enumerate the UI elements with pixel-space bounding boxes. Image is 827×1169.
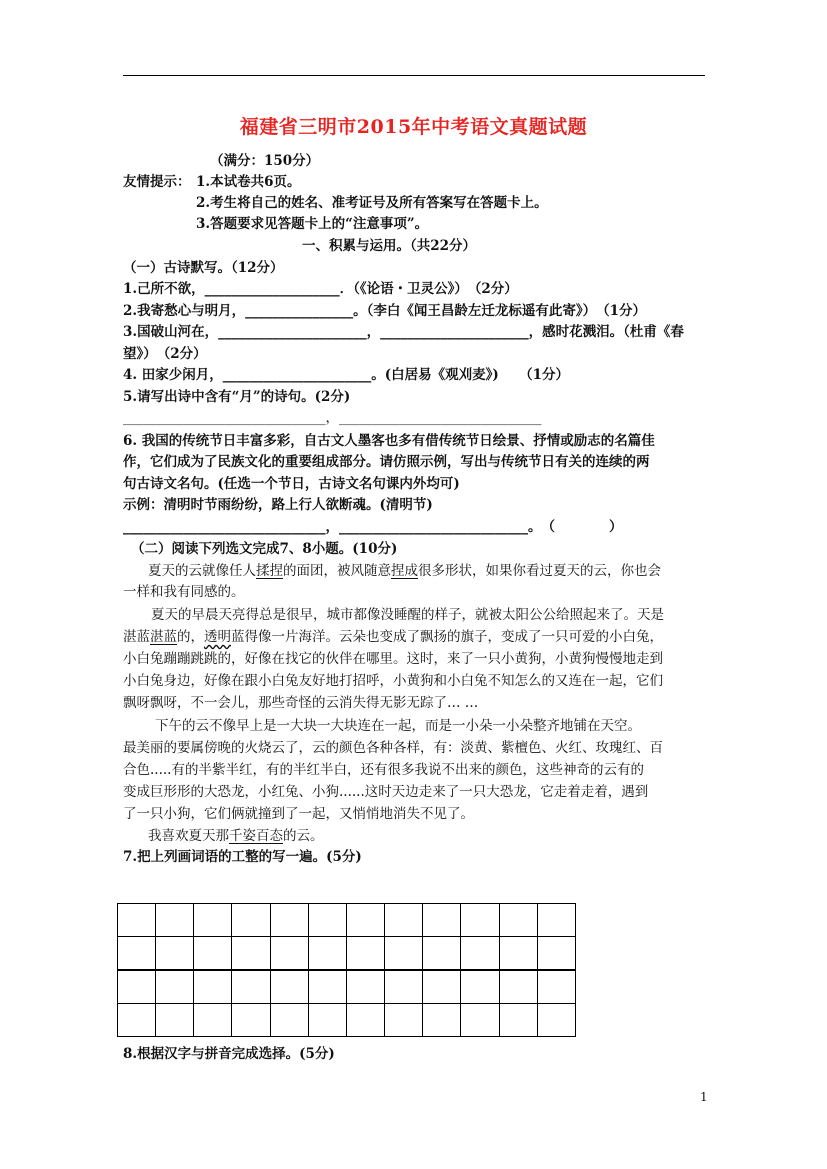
- passage-line: 一样和我有同感的。: [123, 584, 245, 600]
- writing-grid-top: [117, 903, 576, 970]
- header-rule: [123, 75, 705, 76]
- question-8: 8.根据汉字与拼音完成选择。(5分): [123, 1046, 335, 1062]
- part1-heading: （一）古诗默写。（12分）: [123, 260, 284, 276]
- question-3-line2: 望》） （2分）: [123, 346, 207, 362]
- passage-line: 下午的云不像早上是一大块一大块连在一起，而是一小朵一小朵整齐地铺在天空。: [155, 718, 641, 734]
- section-heading: 一、积累与运用。（共22分）: [302, 238, 477, 254]
- marked-word: 透明: [204, 629, 231, 645]
- passage-line: 夏天的早晨天亮得总是很早，城市都像没睡醒的样子，就被太阳公公给照起来了。天是: [151, 607, 664, 623]
- question-7: 7.把上列画词语的工整的写一遍。(5分): [123, 849, 362, 865]
- passage-line: 了一只小狗，它们俩就撞到了一起，又悄悄地消失不见了。: [123, 806, 474, 822]
- marked-word: 湛蓝: [150, 629, 177, 645]
- passage-line: 我喜欢夏天那千姿百态的云。: [148, 828, 324, 844]
- question-5: 5.请写出诗中含有“月”的诗句。(2分): [123, 389, 351, 405]
- question-6-line3: 句古诗文名句。(任选一个节日，古诗文名句课内外均可): [123, 476, 460, 492]
- marked-word: 千姿百态: [229, 828, 283, 844]
- tip-item: 3.答题要求见答题卡上的“注意事项”。: [196, 216, 429, 232]
- passage-line: 飘呀飘呀，不一会儿，那些奇怪的云消失得无影无踪了… …: [123, 695, 479, 711]
- passage-line: 夏天的云就像任人揉捏的面团，被风随意捏成很多形状，如果你看过夏天的云，你也会: [148, 563, 661, 579]
- question-4: 4. 田家少闲月，______________________。(白居易《观刈麦》) （1分）: [123, 367, 569, 383]
- tips-label: 友情提示：: [123, 174, 191, 190]
- question-6-example: 示例：清明时节雨纷纷，路上行人欲断魂。(清明节): [123, 497, 433, 513]
- question-6-answer-line: ______________________________，____________________________。 （ ）: [123, 519, 623, 535]
- question-6-line1: 6. 我国的传统节日丰富多彩，自古文人墨客也多有借传统节日绘景、抒情或励志的名篇佳: [123, 433, 655, 449]
- passage-line: 最美丽的要属傍晚的火烧云了，云的颜色各种各样，有：淡黄、紫檀色、火红、玫瑰红、百: [123, 740, 663, 756]
- page-number: 1: [700, 1090, 708, 1104]
- passage-line: 小白兔蹦蹦跳跳的，好像在找它的伙伴在哪里。这时，来了一只小黄狗，小黄狗慢慢地走到: [123, 651, 663, 667]
- marked-word: 揉捏: [256, 563, 283, 579]
- passage-line: 合色.....有的半紫半红，有的半红半白，还有很多我说不出来的颜色，这些神奇的云有的: [123, 762, 644, 778]
- question-6-line2: 作，它们成为了民族文化的重要组成部分。请仿照示例，写出与传统节日有关的连续的两: [123, 454, 650, 470]
- question-1: 1.己所不欲，____________________．（《论语・卫灵公》） （2分）: [123, 281, 518, 297]
- passage-line: 变成巨形形的大恐龙，小红兔、小狗......这时天边走来了一只大恐龙，它走着走着，遇到: [123, 784, 649, 800]
- tip-item: 1.本试卷共6页。: [196, 174, 301, 190]
- passage-line: 小白兔身边，好像在跟小白兔友好地打招呼，小黄狗和小白兔不知怎么的又连在一起，它们: [123, 673, 663, 689]
- tip-item: 2.考生将自己的姓名、准考证号及所有答案写在答题卡上。: [196, 195, 548, 211]
- marked-word: 捏成: [391, 563, 418, 579]
- part2-heading: （二）阅读下列选文完成7、8小题。(10分): [131, 541, 398, 557]
- passage-line: 湛蓝湛蓝的，透明蓝得像一片海洋。云朵也变成了飘扬的旗子，变成了一只可爱的小白兔，: [123, 629, 663, 645]
- question-5-blank: ______________________________，______________________________: [123, 410, 542, 426]
- writing-grid-bottom: [117, 970, 576, 1037]
- question-3-line1: 3.国破山河在，______________________，______________________，感时花溅泪。（杜甫《春: [123, 324, 684, 340]
- question-2: 2.我寄愁心与明月，________________。（李白《闻王昌龄左迁龙标遥有此寄》） （1分）: [123, 303, 646, 319]
- page-title: 福建省三明市2015年中考语文真题试题: [239, 116, 588, 138]
- full-score: （满分：150分）: [210, 153, 320, 169]
